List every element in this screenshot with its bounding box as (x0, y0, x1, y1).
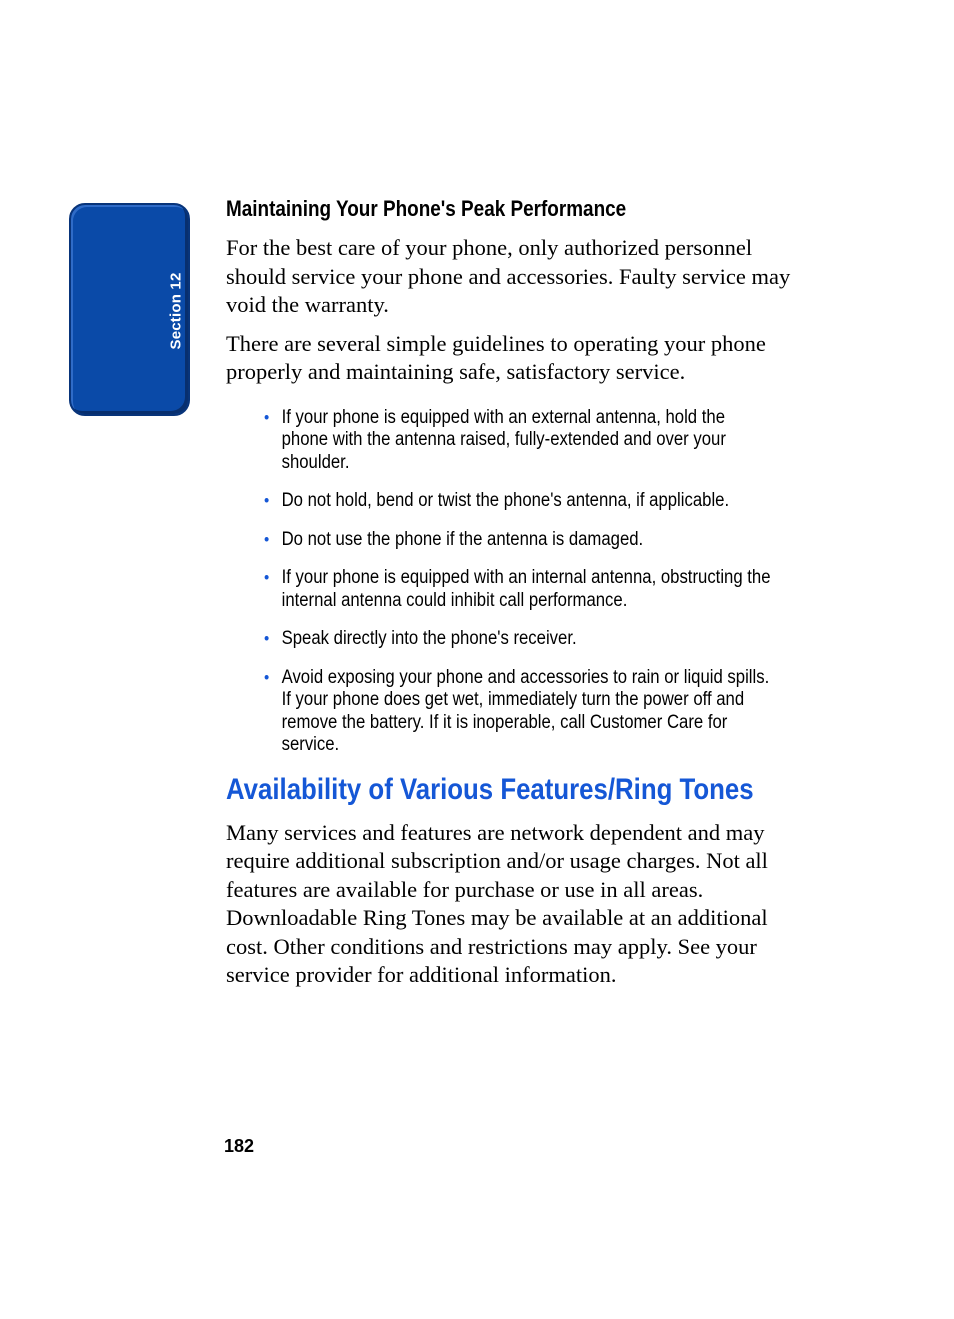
bullet-icon: • (264, 407, 270, 427)
list-item-text: Do not hold, bend or twist the phone's antenna, if applicable. (281, 490, 730, 511)
intro-paragraph-1: For the best care of your phone, only authorized personnel should service your phone and accessories. Faulty service may void the warranty. (226, 235, 791, 317)
list-item-text: If your phone is equipped with an internal antenna, obstructing the internal antenna could inhibit call performance. (281, 567, 771, 611)
guideline-list (226, 407, 801, 757)
list-item-text: Speak directly into the phone's receiver. (281, 628, 577, 649)
list-item (264, 407, 774, 475)
list-item (264, 529, 774, 552)
section-heading: Availability of Various Features/Ring Tones (226, 772, 754, 806)
bullet-icon: • (264, 629, 270, 648)
bullet-icon: • (264, 491, 270, 510)
bullet-icon: • (264, 568, 270, 587)
intro-paragraph-2: There are several simple guidelines to operating your phone properly and maintaining safe, satisfactory service. (226, 330, 766, 384)
page-number: 182 (224, 1136, 255, 1156)
list-item (264, 567, 774, 612)
bullet-icon: • (264, 529, 270, 549)
list-item (264, 628, 774, 651)
list-item (264, 490, 774, 513)
page-content (226, 196, 801, 1000)
section-label: Section 12 (167, 272, 185, 350)
list-item-text: Do not use the phone if the antenna is damaged. (281, 528, 644, 550)
list-item (264, 667, 774, 757)
list-item-text: If your phone is equipped with an external antenna, hold the phone with the antenna raised, fully-extended and over your shoulder. (281, 406, 726, 473)
closing-paragraph: Many services and features are network dependent and may require additional subscription and/or usage charges. Not all features are available for purchase or use in all areas. Downloadable Ring Tones may be available at an additional cost. Other conditions and restrictions may apply. See your service provider for additional information. (226, 819, 768, 987)
subheading: Maintaining Your Phone's Peak Performance (226, 196, 627, 221)
bullet-icon: • (264, 667, 270, 687)
list-item-text: Avoid exposing your phone and accessories to rain or liquid spills. If your phone does get wet, immediately turn the power off and remove the battery. If it is inoperable, call Customer Care for service. (281, 666, 770, 755)
